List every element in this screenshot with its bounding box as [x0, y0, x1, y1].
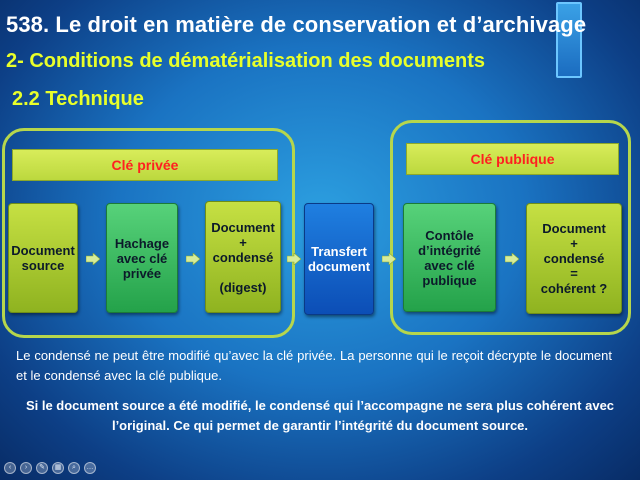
- zoom-icon[interactable]: ⌕: [68, 462, 80, 474]
- step-coherence: [526, 203, 622, 314]
- conclusion-text: Si le document source a été modifié, le condensé qui l’accompagne ne sera plus cohérent avec l’original. Ce qui permet de garantir l’intégrité du document source.: [25, 398, 615, 433]
- step-label: Hachage avec clé privée: [114, 235, 170, 281]
- slideshow-toolbar: [4, 462, 96, 474]
- pen-icon[interactable]: ✎: [36, 462, 48, 474]
- step-label: Document source: [11, 243, 75, 273]
- slides-icon[interactable]: ▦: [52, 462, 64, 474]
- more-icon[interactable]: …: [84, 462, 96, 474]
- step-integrity-check: [403, 203, 496, 312]
- next-icon[interactable]: ›: [20, 462, 32, 474]
- step-hashing: [106, 203, 178, 313]
- prev-icon[interactable]: ‹: [4, 462, 16, 474]
- step-label: Document + condensé = cohérent ?: [540, 221, 608, 296]
- step-document-digest: [205, 201, 281, 313]
- section-heading: 2.2 Technique: [12, 88, 144, 110]
- arrow-right-icon: [86, 253, 100, 265]
- step-label: Transfert document: [307, 244, 371, 274]
- explanation-text: Le condensé ne peut être modifié qu’avec la clé privée. La personne qui le reçoit décrypte le document et le condensé avec la clé publique.: [16, 348, 612, 383]
- arrow-right-icon: [505, 253, 519, 265]
- arrow-right-icon: [186, 253, 200, 265]
- arrow-right-icon: [382, 253, 396, 265]
- step-document-source: [8, 203, 78, 313]
- slide-title: 538. Le droit en matière de conservation et d’archivage: [6, 12, 587, 37]
- step-label: Document + condensé (digest): [211, 219, 275, 295]
- step-transfer: [304, 203, 374, 315]
- public-key-label: Clé publique: [406, 143, 619, 175]
- slide-subtitle: 2- Conditions de dématérialisation des documents: [6, 50, 485, 72]
- private-key-label: Clé privée: [12, 149, 278, 181]
- arrow-right-icon: [287, 253, 301, 265]
- step-label: Contôle d’intégrité avec clé publique: [418, 227, 481, 288]
